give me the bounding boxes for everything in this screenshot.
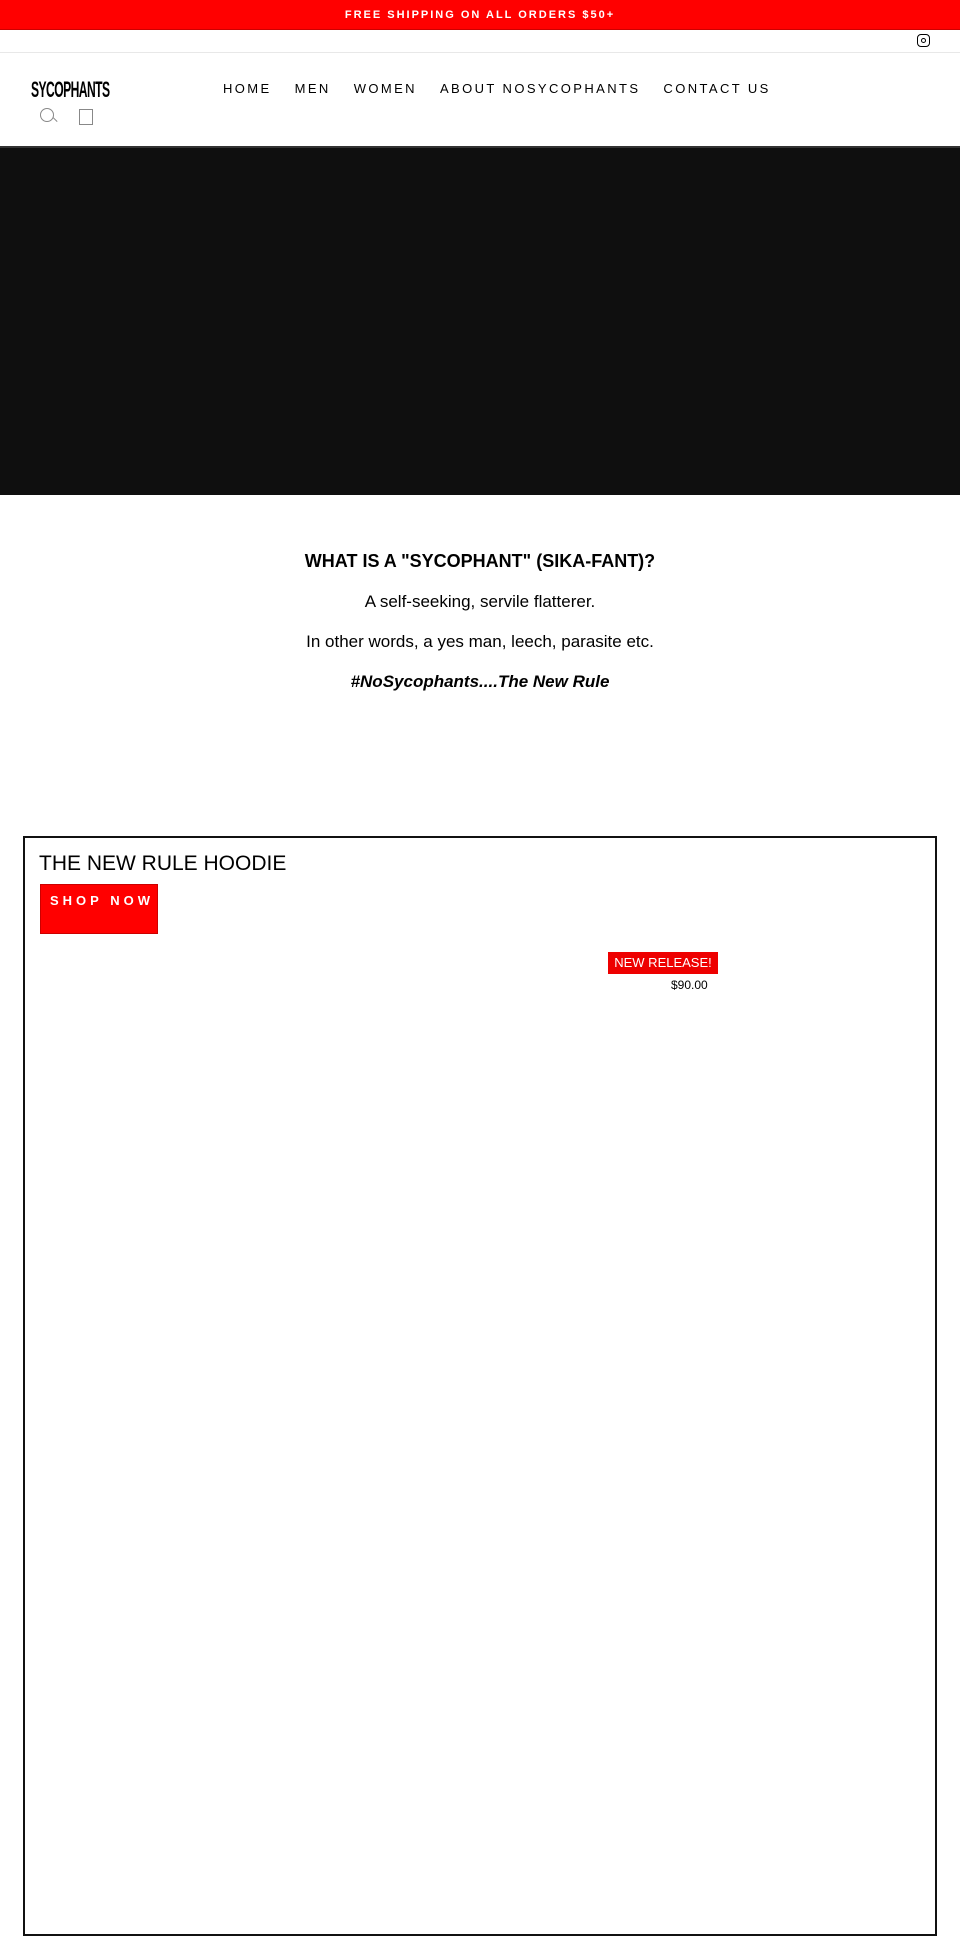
nav-women[interactable]: WOMEN bbox=[353, 81, 417, 96]
cart-icon[interactable] bbox=[79, 109, 93, 125]
shop-now-button[interactable]: SHOP NOW bbox=[40, 884, 158, 934]
nav-men[interactable]: MEN bbox=[294, 81, 331, 96]
new-release-badge: NEW RELEASE! bbox=[608, 952, 718, 974]
social-bar bbox=[0, 30, 960, 53]
nav-home[interactable]: HOME bbox=[223, 81, 272, 96]
product-title: THE NEW RULE HOODIE bbox=[39, 852, 287, 875]
instagram-icon[interactable] bbox=[917, 34, 930, 47]
nav-contact[interactable]: CONTACT US bbox=[663, 81, 771, 96]
announcement-bar: FREE SHIPPING ON ALL ORDERS $50+ bbox=[0, 0, 960, 30]
intro-line: In other words, a yes man, leech, parasite etc. bbox=[306, 632, 654, 651]
featured-product bbox=[23, 836, 937, 1936]
product-price: $90.00 bbox=[671, 978, 708, 992]
main-nav bbox=[223, 81, 771, 96]
hero-banner bbox=[0, 148, 960, 495]
intro-tagline: #NoSycophants....The New Rule bbox=[350, 672, 610, 691]
intro-section bbox=[0, 551, 960, 692]
intro-line: A self-seeking, servile flatterer. bbox=[364, 592, 596, 611]
logo[interactable]: SYCOPHANTS bbox=[31, 77, 110, 102]
nav-about[interactable]: ABOUT NOSYCOPHANTS bbox=[439, 81, 641, 96]
intro-heading: WHAT IS A "SYCOPHANT" (SIKA-FANT)? bbox=[304, 551, 656, 571]
site-header bbox=[0, 53, 960, 148]
search-icon[interactable] bbox=[40, 108, 57, 125]
